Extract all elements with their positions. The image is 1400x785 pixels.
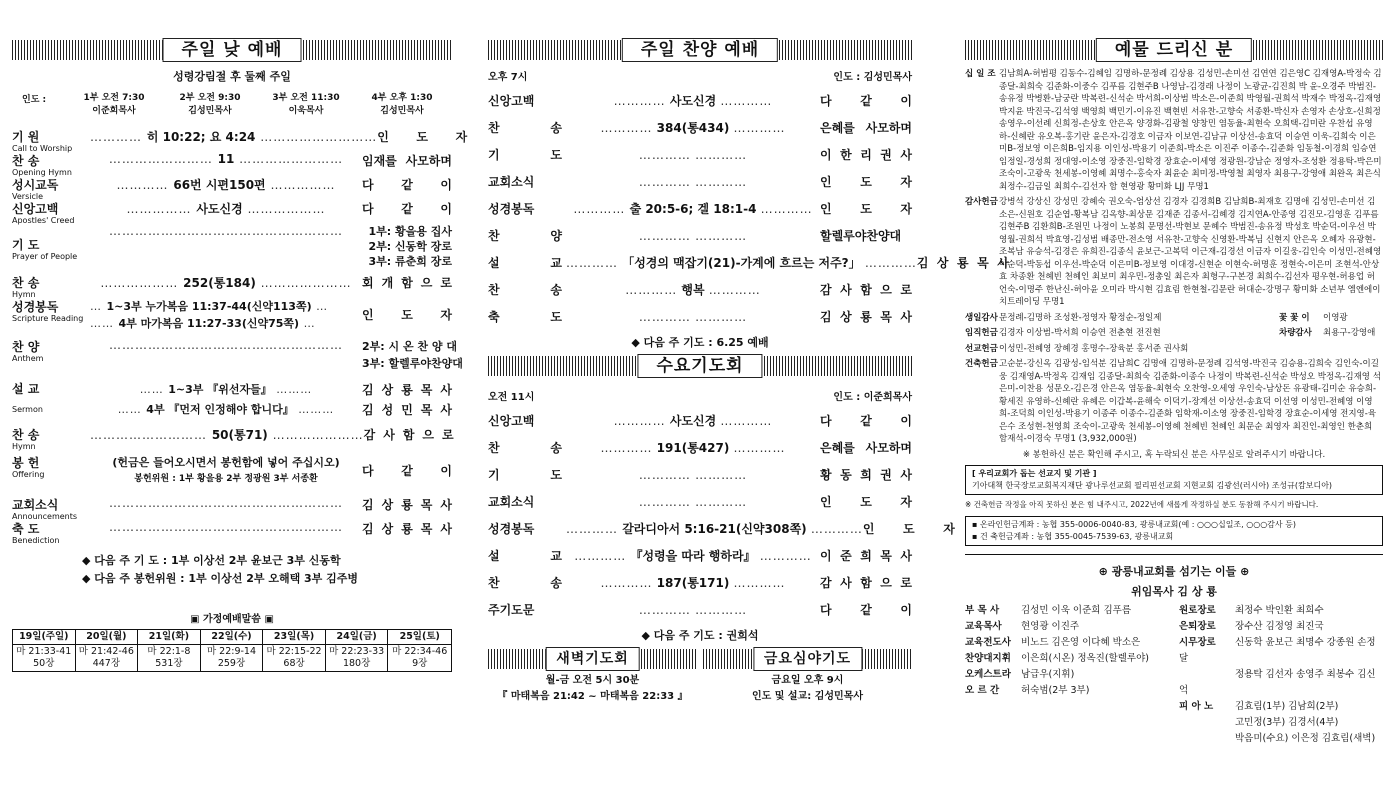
offering-row: 선교헌금 이성민-전혜영 장혜경 홍명수-장육분 홍서준 권사회	[965, 343, 1189, 354]
service-3: 3부 오전 11:30 이욱목사	[272, 93, 340, 116]
staff-row: 원로장로 최정수 박인환 최희수	[1179, 604, 1324, 616]
account-box: ▪ 온라인헌금계좌 : 농협 355-0006-0040-83, 광릉내교회(예 : ○○○십일조, ○○○감사 등) ▪ 건 축헌금계좌 : 농협 355-0045-7539-63, 광릉내교회	[965, 516, 1383, 546]
staff-row: 찬양대지휘 이은희(시온) 정옥진(할렐루야)	[965, 652, 1149, 664]
order-item: 찬 송 Opening Hymn …………………… 11 …………………… 임재를 사모하며	[12, 152, 452, 177]
order-item: 기 도 ………… ………… 황 동 희 권 사	[488, 467, 912, 482]
section-header	[488, 354, 912, 378]
service-2: 2부 오전 9:30 김성민목사	[179, 93, 241, 116]
friday-title: 금요심야기도	[753, 647, 862, 671]
staff-row: 박음미(수요) 이은정 김효림(새벽)	[1235, 732, 1376, 744]
offerings	[965, 68, 1383, 446]
section-header	[965, 38, 1383, 62]
bible-reading-table: 19일(주일) 20일(월) 21일(화) 22일(수) 23일(목) 24일(금) 25일(토) 마 21:33-41 50장 마 21:42-46 447장 마 22:1-8 531장 마 22:9-14 259장 마 22:15-22 68장 마 22:23-33 180장 마 22:34-46 9장	[12, 629, 452, 672]
order-item: 찬 송 ………… 행복 ………… 감 사 함 으 로	[488, 283, 912, 297]
order-item: 신앙고백 Apostles' Creed …………… 사도신경 ……………… 다 같 이	[12, 202, 452, 225]
order-item: 축 도 ………… ………… 김 상 룡 목 사	[488, 309, 912, 324]
subtitle: 성령강림절 후 둘째 주일	[173, 70, 291, 83]
order-item: 주기도문 ………… ………… 다 같 이	[488, 602, 912, 617]
check-note: ※ 봉헌하신 분은 확인해 주시고, 혹 누락되신 분은 사무실로 알려주시기 바랍니다.	[1022, 449, 1326, 460]
staff-row: 고민정(3부) 김경서(4부)	[1235, 716, 1339, 728]
staff-row: 부 목 사 김성민 이욱 이준희 김푸름	[965, 604, 1132, 616]
staff-row: 피 아 노 김효림(1부) 김남희(2부)	[1179, 700, 1339, 712]
order-item-scripture: 성경봉독 Scripture Reading … 1~3부 누가복음 11:37-44(신약113쪽) … …… 4부 마가복음 11:27-33(신약75쪽) … 인 도 자	[12, 300, 452, 330]
offering-row: 생일감사 문정례-김명하 조성환-정영자 황정순-정일제 꽃 꽃 이 이영광	[965, 312, 1348, 323]
bible-reading-title: ▣ 가정예배말씀 ▣	[190, 614, 274, 625]
section-header	[488, 38, 912, 62]
service-times	[12, 92, 452, 118]
order-item: 성경봉독 ………… 출 20:5-6; 겔 18:1-4 ………… 인 도 자	[488, 202, 912, 216]
building-note: ※ 건축헌금 작정을 아직 못하신 분은 힘 내주시고, 2022년에 새롭게 작정하실 분도 동참해 주시기 바랍니다.	[965, 500, 1319, 509]
order-item: 교회소식 ………… ………… 인 도 자	[488, 494, 912, 509]
staff-row: 교육목사 현영광 이진주	[965, 620, 1080, 632]
extra-prayer: 새벽기도회 월-금 오전 5시 30분 『 마태복음 21:42 ~ 마태복음 22:33 』 금요심야기도 금요일 오후 9시 인도 및 설교: 김성민목사	[488, 647, 912, 705]
staff	[965, 554, 1383, 747]
staff-title: ⊕ 광릉내교회를 섬기는 이들 ⊕	[1098, 564, 1250, 578]
order-item: 교회소식 Announcements ……………………………………………… 김 상 룡 목 사	[12, 496, 452, 521]
order-item: 기 도 ………… ………… 이 한 리 권 사	[488, 147, 912, 162]
service-1: 1부 오전 7:30 이준희목사	[83, 93, 145, 116]
order-item: 찬 송 ………… 384(통434) ………… 은혜를 사모하며	[488, 121, 912, 135]
offering-list	[965, 38, 1383, 747]
order-item-offering: 봉 헌 Offering (헌금은 들어오시면서 봉헌함에 넣어 주십시오) 봉헌위원 : 1부 황을용 2부 정광원 3부 서종환 다 같 이	[12, 456, 452, 484]
senior-pastor: 위임목사 김 상 룡	[1131, 584, 1217, 598]
offering-row: 십 일 조 김남희A-허범평 김동수-김혜임 김명하-문정례 김상용 김성민-손미선 김연연 김은영C 김재영A-박정숙 김종달-최희숙 김준화-이중수 김푸름 김현주B 나영남-김경래 나정이 노광균-김진희 박 윤-오경주 박범진-송유정 박병환-남궁란 박복련-신석순 박서희-이상범 박소은-이준희 박영월-권희석 박재수 박정옥-김재영 박지윤 박진국-김석영 백영희 백민기-이유진 백현빈 서유찬-고향숙 서종환-박신자 손영자 손상호-신희정 송영우-이선례 신희정-손상호 안은옥 양경화-김광철 양창민 염동율-최현숙 오희택-김미란 우찬섭 유영하-신혜란 유오복-홍기란 윤은자-김경호 이금자 이보연-김남규 이상선-송효덕 이승연 이욱-김희숙 이은미B-정보영 이은희B-임지용 이인성-박용기 이준희-박소은 이진주 이종수-김준화 임동철-이경희 임승연 임정일-경성희 정대영-이소영 장중진-임학경 장효순-이세영 정광원-강남순 정영자-조성환 정용탁-박은미 조숙이-고광욱 천세봉-이영혜 최명수-홍숙자 최윤순 최미정-박영철 최영자 최용구-강영애 최완옥 최은식 최정수-김금일 최희수-김선자 함 현영광 황미화 LJJ 무명1	[965, 69, 1382, 192]
order-item: 교회소식 ………… ………… 인 도 자	[488, 174, 912, 189]
order-item-anthem: 찬 양 Anthem ……………………………………………… 2부: 시 온 찬 양 대 3부: 할렐루야찬양대	[12, 338, 463, 370]
staff-row: 교육전도사 비노드 김은영 이다혜 박소은	[965, 636, 1141, 648]
order-item-sermon: 설 교 Sermon …… 1~3부 『위선자들』 ……… …… 4부 『먼저 인정해야 합니다』 ……… 김 상 룡 목 사 김 성 민 목 사	[12, 382, 452, 417]
worship-orders	[488, 38, 1009, 705]
offering-row: 건축헌금 고순분-강신옥 김광성-임석분 김남희C 김명애 김명하-문정례 김석영-박진국 김승용-김희숙 김인숙-이길웅 김재영A-박정옥 김재임 김종달-최희숙 김준화-이종수 나정이 박복련-신석순 박성오 박정옥-김재영 석은미-이찬용 성문오-김은경 안은옥 염동율-최현숙 오찬영-오세영 우인숙-남상돈 유광태-김미순 유승희-황세진 유영하-신혜란 유혜은 이갑복-윤해숙 이덕기-장계선 이상선-송효덕 이선영 이성민-전혜영 이영희-조덕희 이인성-박용기 이종주 이종수-김준화 임학재-이소영 장중진-임학경 장효순-이세영 전지영-육은수 조성현-천영희 조숙이-고광욱 천세봉-이영혜 천혜빈 천혜인 최문순 최영자 최진인-최영인 한춘희 함재석-이경숙 무명1 (3,932,000원)	[965, 359, 1381, 444]
wednesday-order	[488, 407, 955, 623]
evening-time: 오후 7시 인도 : 김성민목사	[488, 72, 912, 83]
sunday-morning-worship	[12, 38, 468, 672]
order-item: 축 도 Benediction ……………………………………………… 김 상 룡 목 사	[12, 520, 452, 545]
staff-row: 은퇴장로 장수산 김정영 최진국	[1179, 620, 1324, 632]
order-item-prayer: 기 도 Prayer of People ……………………………………………… 1부: 황을용 집사 2부: 신동학 장로 3부: 류춘희 장로	[12, 224, 452, 268]
section-title: 주일 찬양 예배	[622, 38, 778, 62]
evening-next: ◆ 다음 주 기도 : 6.25 예배	[631, 336, 769, 349]
order-item: 찬 양 ………… ………… 할렐루야찬양대	[488, 228, 902, 243]
order-item: 기 원 Call to Worship ………… 히 10:22; 요 4:24 ……………………… 인 도 자	[12, 130, 468, 153]
section-title: 수요기도회	[637, 354, 762, 378]
next-week: ◆ 다음 주 기 도 : 1부 이상선 2부 윤보근 3부 신동학 ◆ 다음 주 봉헌위원 : 1부 이상선 2부 오해택 3부 김주병	[82, 554, 359, 585]
section-title: 예물 드리신 분	[1096, 38, 1252, 62]
service-4: 4부 오후 1:30 김성민목사	[371, 93, 433, 116]
order-item: 찬 송 ………… 187(통171) ………… 감 사 함 으 로	[488, 576, 912, 590]
staff-row: 정용탁 김선자 송영주 최봉수 김신억	[1179, 668, 1376, 696]
offering-row: 감사헌금 강병석 강상신 강성민 강혜숙 권오숙-엄상선 김경자 김경희B 김남희B-최재호 김명애 김성민-손미선 김소은-신원호 김순엽-황복남 김옥향-최상문 김재준 김종서-김혜경 김지연A-안종영 김진모-김영훈 김푸름 김현주B 김환희B-조원민 나정이 노봉희 문명선-박현보 문혜수 박범진-송유정 박성호 박순덕-이우선 박영월-권희석 박효영-김성범 배종만-전소영 서유찬-고향숙 신영환-박복님 신현지 안은옥 오혜자 유광현-조복남 유승석-김경은 유희진-김종식 윤보근-고복덕 이근재-김경선 이금자 이길웅-김인숙 이성민-전혜영 이순덕-박동섭 이우선-박순덕 이은미B-정보영 이대경-신현순 이현숙-허명훈 정현숙-이은미 조현석-안상효 차종환 천혜빈 천혜인 최보미 최우민-정총일 최은자 최형구-구본경 최희수-김선자 평우현-허용업 허언숙-이명주 한난신-허아윤 오미라 박시현 김효림 한현철-김문란 허대순-강명구 황미화 소년부 엠엔에이치트레이딩 무명1	[965, 197, 1382, 307]
order-item: 찬 송 Hymn ……………… 252(통184) ………………… 회 개 함 으 로	[12, 276, 452, 299]
mission-box: [ 우리교회가 돕는 선교지 및 기관 ] 기아대책 한국장로교회복지재단 광나루선교회 필리핀선교회 지현교회 김광선(러시아) 조성규(캄보디아)	[965, 465, 1383, 495]
section-header	[12, 38, 452, 62]
staff-row: 오 르 간 허숙범(2부 3부)	[965, 684, 1090, 696]
wed-next: ◆ 다음 주 기도 : 권희석	[641, 629, 759, 642]
order-item: 성시교독 Versicle ………… 66번 시편150편 …………… 다 같 이	[12, 178, 452, 201]
order-item: 설 교 ………… 『성령을 따라 행하라』 ………… 이 준 희 목 사	[488, 549, 912, 563]
order-item: 찬 송 ………… 191(통427) ………… 은혜를 사모하며	[488, 441, 912, 455]
order-item: 신앙고백 ………… 사도신경 ………… 다 같 이	[488, 94, 912, 108]
section-title: 주일 낮 예배	[163, 38, 302, 62]
order-item: 설 교 ………… 「성경의 맥잡기(21)-가계에 흐르는 저주?」 ………… 김 상 룡 목 사	[488, 256, 1009, 270]
leader-label: 인도 :	[22, 95, 47, 105]
evening-order	[488, 87, 1009, 330]
dawn-title: 새벽기도회	[545, 647, 640, 671]
order-item: 성경봉독 ………… 갈라디아서 5:16-21(신약308쪽) ………… 인 도 자	[488, 522, 955, 536]
order-item: 신앙고백 ………… 사도신경 ………… 다 같 이	[488, 414, 912, 428]
offering-row: 임직헌금 김경자 이상범-박서희 이승연 전춘현 전진현 차량감사 최용구-강영애	[965, 328, 1376, 338]
staff-row: 오케스트라 남급우(지휘)	[965, 668, 1075, 680]
staff-row: 시무장로 신동학 윤보근 최명수 강종원 손정달	[1179, 636, 1376, 664]
order-item: 찬 송 Hymn ……………………… 50(통71) ………………… 감 사 함 으 로	[12, 428, 454, 451]
wed-time: 오전 11시 인도 : 이준희목사	[488, 392, 912, 403]
